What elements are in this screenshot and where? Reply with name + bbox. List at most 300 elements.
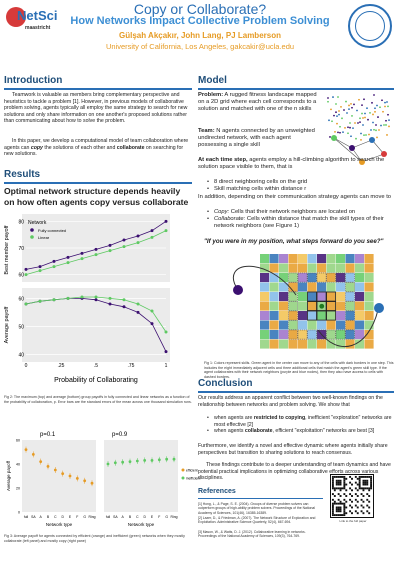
landscape-point xyxy=(387,114,389,116)
model-addition: In addition, depending on their communication strategy agents can move to xyxy=(198,194,392,200)
qr-module xyxy=(366,476,368,478)
grid-cell xyxy=(260,302,269,311)
qr-module xyxy=(332,507,334,509)
qr-module xyxy=(349,493,351,495)
landscape-point xyxy=(351,115,353,117)
grid-cell xyxy=(317,254,326,263)
x-tick-label: B xyxy=(128,515,132,519)
conclusion-heading: Conclusion xyxy=(198,378,253,389)
data-point xyxy=(81,296,84,299)
landscape-point xyxy=(349,122,351,124)
x-tick-label: 1 xyxy=(164,363,168,369)
grid-cell xyxy=(279,321,288,330)
qr-module xyxy=(368,495,370,497)
poster-title: Copy or Collaborate? xyxy=(133,1,267,17)
figure-2-caption: Fig 2: The maximum (top) and average (bottom) group payoffs in fully connected and linear networks as a function of the probability of collaboration, p. Error bars are the standard errors of the mean across one thousand simulation runs. xyxy=(4,395,192,404)
grid-cell xyxy=(355,321,364,330)
seal-inner-ring xyxy=(355,11,385,41)
x-tick-label: B xyxy=(46,515,50,519)
grid-cell xyxy=(327,330,336,339)
qr-module xyxy=(334,476,336,478)
qr-module xyxy=(334,495,336,497)
grid-cell xyxy=(308,311,317,320)
grid-cell xyxy=(279,311,288,320)
strategy-list xyxy=(206,209,394,231)
grid-cell xyxy=(327,283,336,292)
landscape-point xyxy=(345,101,347,103)
grid-cell xyxy=(270,302,279,311)
qr-module xyxy=(363,484,365,486)
x-tick-label: D xyxy=(143,515,146,519)
grid-cell xyxy=(365,264,374,273)
landscape-point xyxy=(354,122,356,124)
landscape-point xyxy=(367,119,369,121)
data-point xyxy=(114,461,117,464)
qr-module xyxy=(332,499,334,501)
y-tick-label: 40 xyxy=(18,352,24,359)
grid-cell xyxy=(355,311,364,320)
grid-cell xyxy=(365,311,374,320)
data-point xyxy=(165,350,168,353)
data-point xyxy=(165,229,168,232)
qr-module xyxy=(336,507,338,509)
qr-module xyxy=(357,495,359,497)
grid-cell xyxy=(336,254,345,263)
x-tick-label: C xyxy=(136,515,139,519)
qr-module xyxy=(345,495,347,497)
strategy-copy-text: Cells that their network neighbors are located on xyxy=(229,209,356,215)
y-tick-label: 40 xyxy=(16,462,20,467)
qr-module xyxy=(355,482,357,484)
qr-module xyxy=(345,507,347,509)
network-edge xyxy=(334,138,352,148)
qr-module xyxy=(357,489,359,491)
qr-module xyxy=(340,476,342,478)
landscape-point xyxy=(376,105,378,107)
qr-module xyxy=(332,493,334,495)
grid-cell xyxy=(327,264,336,273)
qr-module xyxy=(340,489,342,491)
data-point xyxy=(53,260,56,263)
qr-module xyxy=(351,484,353,486)
qr-module xyxy=(338,510,340,512)
qr-module xyxy=(338,476,340,478)
landscape-point xyxy=(386,101,388,103)
qr-module xyxy=(370,478,372,480)
conclusion-item-pre: when agents xyxy=(214,428,245,435)
landscape-point xyxy=(332,96,334,98)
qr-module xyxy=(338,499,340,501)
qr-module xyxy=(332,480,334,482)
grid-cell xyxy=(336,321,345,330)
qr-module xyxy=(349,499,351,501)
data-point xyxy=(39,460,42,463)
network-node xyxy=(349,145,355,151)
data-point xyxy=(47,465,50,468)
landscape-point xyxy=(359,117,361,119)
qr-module xyxy=(370,487,372,489)
landscape-point xyxy=(338,110,340,112)
data-point xyxy=(121,461,124,464)
affiliation: University of California, Los Angeles, gakcakir@ucla.edu xyxy=(105,42,295,51)
conclusion-item-post: , efficient "exploitation" networks are best [3] xyxy=(272,428,375,435)
qr-module xyxy=(355,493,357,495)
data-point xyxy=(151,459,154,462)
step-list xyxy=(206,179,394,193)
x-tick-label: Ring xyxy=(88,515,96,519)
grid-cell xyxy=(298,264,307,273)
qr-module xyxy=(343,507,345,509)
logo-text: NetSci xyxy=(17,8,58,23)
data-point xyxy=(67,256,70,259)
grid-cell xyxy=(355,292,364,301)
landscape-point xyxy=(338,114,340,116)
grid-cell xyxy=(336,292,345,301)
conclusion-item-pre: when agents are xyxy=(214,415,254,421)
grid-cell xyxy=(336,302,345,311)
qr-module xyxy=(366,487,368,489)
grid-cell xyxy=(346,264,355,273)
introduction-paragraph-2 xyxy=(4,138,192,158)
data-point xyxy=(109,244,112,247)
qr-module xyxy=(351,507,353,509)
y-tick-label: 50 xyxy=(18,324,24,331)
qr-module xyxy=(334,489,336,491)
legend-label-full: Fully connected xyxy=(38,228,67,233)
fig3-yticks xyxy=(16,439,20,515)
reference-item: [1] Hong, L., & Page, S. E. (2004). Groups of diverse problem solvers can outperform groups of high-ability problem solvers. Proceedings of the National Academy of Sciences, 101(46), 16385-16389. xyxy=(198,502,316,515)
grid-cell xyxy=(317,273,326,282)
grid-cell xyxy=(289,311,298,320)
grid-cell xyxy=(260,321,269,330)
y-tick-label: 60 xyxy=(18,272,24,279)
data-point xyxy=(69,475,72,478)
data-point xyxy=(123,298,126,301)
conclusion-paragraph-2: Furthermore, we identify a novel and effective dynamic where agents initially share perspectives but transition to sharing solutions to reach consensus. xyxy=(198,443,388,456)
step-label: At each time step, xyxy=(198,157,248,163)
strategy-collab-label: Collaborate: xyxy=(214,216,246,223)
data-point xyxy=(95,248,98,251)
landscape-point xyxy=(362,117,364,119)
qr-module xyxy=(343,480,345,482)
data-point xyxy=(25,448,28,451)
grid-cell xyxy=(289,330,298,339)
landscape-point xyxy=(385,124,387,126)
qr-module xyxy=(336,503,338,505)
results-heading: Results xyxy=(4,169,41,180)
grid-cell xyxy=(260,330,269,339)
qr-module xyxy=(363,501,365,503)
qr-module xyxy=(340,514,342,516)
qr-module xyxy=(340,480,342,482)
qr-module xyxy=(366,499,368,501)
qr-module xyxy=(355,505,357,507)
grid-cell xyxy=(279,254,288,263)
figure-1-grid xyxy=(198,250,394,360)
qr-module xyxy=(363,495,365,497)
qr-module xyxy=(359,486,361,488)
data-point xyxy=(137,241,140,244)
grid-cell xyxy=(346,273,355,282)
x-tick-label: F xyxy=(158,515,161,519)
grid-cell xyxy=(298,330,307,339)
y-tick-label: 60 xyxy=(16,438,20,443)
x-tick-label: F xyxy=(76,515,79,519)
landscape-point xyxy=(357,122,359,124)
grid-cell xyxy=(260,273,269,282)
landscape-point xyxy=(361,104,363,106)
qr-module xyxy=(351,501,353,503)
qr-module xyxy=(361,499,363,501)
qr-module xyxy=(368,487,370,489)
qr-module xyxy=(340,482,342,484)
qr-module xyxy=(336,482,338,484)
grid-cell xyxy=(317,283,326,292)
legend-marker-linear xyxy=(30,235,34,239)
data-point xyxy=(91,482,94,485)
qr-module xyxy=(342,503,344,505)
data-point xyxy=(25,273,28,276)
qr-module xyxy=(336,510,338,512)
x-tick-label: full xyxy=(23,515,29,519)
qr-module xyxy=(343,484,345,486)
grid-cell xyxy=(270,292,279,301)
qr-module xyxy=(359,484,361,486)
landscape-point xyxy=(379,106,381,108)
x-tick-label: E xyxy=(150,515,154,519)
grid-cell xyxy=(260,283,269,292)
qr-module xyxy=(361,510,363,512)
qr-module xyxy=(343,508,345,510)
landscape-point xyxy=(356,110,358,112)
qr-module xyxy=(336,487,338,489)
network-node xyxy=(369,137,375,143)
qr-module xyxy=(351,512,353,514)
data-point xyxy=(165,458,168,461)
qr-module xyxy=(355,487,357,489)
data-point xyxy=(61,472,64,475)
qr-module xyxy=(363,480,365,482)
qr-module xyxy=(345,501,347,503)
data-point xyxy=(129,460,132,463)
landscape-point xyxy=(374,107,376,109)
grid-cell xyxy=(346,321,355,330)
grid-cell xyxy=(308,264,317,273)
landscape-point xyxy=(375,124,377,126)
data-point xyxy=(109,297,112,300)
grid-cell xyxy=(298,302,307,311)
data-point xyxy=(137,311,140,314)
authors: Gülşah Akçakır, John Lang, PJ Lamberson xyxy=(119,31,281,40)
landscape-point xyxy=(363,98,365,100)
qr-code-icon[interactable] xyxy=(330,474,374,518)
qr-module xyxy=(334,514,336,516)
landscape-point xyxy=(351,107,353,109)
data-point xyxy=(123,305,126,308)
qr-module xyxy=(368,512,370,514)
grid-cell xyxy=(317,264,326,273)
qr-module xyxy=(342,476,344,478)
fig3-left-xlabel: Network type xyxy=(45,522,73,527)
qr-module xyxy=(343,486,345,488)
qr-module xyxy=(338,493,340,495)
qr-module xyxy=(361,487,363,489)
network-node xyxy=(331,135,337,141)
x-tick-label: D xyxy=(61,515,64,519)
grid-cell xyxy=(327,292,336,301)
qr-module xyxy=(343,499,345,501)
grid-cell xyxy=(289,321,298,330)
landscape-point xyxy=(336,123,338,125)
data-point xyxy=(151,229,154,232)
qr-module xyxy=(340,508,342,510)
qr-module xyxy=(364,487,366,489)
qr-module xyxy=(349,505,351,507)
grid-cell xyxy=(327,254,336,263)
grid-cell xyxy=(289,292,298,301)
blue-neighbor-node xyxy=(374,303,384,313)
data-point xyxy=(81,252,84,255)
problem-text: A rugged fitness landscape mapped on a 2D grid where each cell corresponds to a solution and matched with one of the n skills xyxy=(198,92,317,113)
grid-cell xyxy=(317,340,326,349)
data-point xyxy=(25,303,28,306)
grid-cell xyxy=(355,330,364,339)
fig3-left-title: p=0.1 xyxy=(40,432,56,438)
grid-cell xyxy=(289,340,298,349)
grid-cell xyxy=(336,283,345,292)
grid-cell xyxy=(346,330,355,339)
landscape-point xyxy=(377,116,379,118)
landscape-point xyxy=(384,106,386,108)
grid-cell xyxy=(355,254,364,263)
data-point xyxy=(67,261,70,264)
data-point xyxy=(137,303,140,306)
grid-cell xyxy=(270,340,279,349)
team-text: N agents connected by an unweighted undirected network, with each agent possessing a single skill xyxy=(198,128,315,149)
qr-module xyxy=(370,482,372,484)
grid-cell xyxy=(308,302,317,311)
landscape-point xyxy=(364,113,366,115)
qr-module xyxy=(332,484,334,486)
qr-module xyxy=(363,489,365,491)
conclusion-item-bold: restricted to copying xyxy=(253,415,306,421)
qr-module xyxy=(359,476,361,478)
grid-cell xyxy=(346,340,355,349)
data-point xyxy=(109,249,112,252)
data-point xyxy=(137,235,140,238)
step-text: agents employ a hill-climbing algorithm to search the solution space visible to them, that is xyxy=(198,157,385,171)
grid-cell xyxy=(279,292,288,301)
landscape-point xyxy=(336,115,338,117)
data-point xyxy=(83,479,86,482)
bottom-xticks xyxy=(25,363,168,369)
qr-module xyxy=(357,501,359,503)
qr-module xyxy=(357,507,359,509)
landscape-point xyxy=(340,106,342,108)
x-tick-label: A xyxy=(121,515,124,519)
intro-p2-pre: In this paper, we develop a computational model of team collaboration where agents can xyxy=(4,138,189,151)
qr-module xyxy=(340,510,342,512)
grid-cell xyxy=(317,311,326,320)
qr-module xyxy=(357,484,359,486)
x-tick-label: E xyxy=(68,515,72,519)
conclusion-item xyxy=(206,415,394,428)
qr-module xyxy=(361,505,363,507)
grid-cell xyxy=(308,283,317,292)
grid-cell xyxy=(346,254,355,263)
grid-cell xyxy=(308,330,317,339)
grid-cell xyxy=(317,292,326,301)
landscape-point xyxy=(384,102,386,104)
qr-module xyxy=(364,482,366,484)
qr-module xyxy=(340,503,342,505)
data-point xyxy=(39,265,42,268)
x-tick-label: 0 xyxy=(24,363,28,369)
qr-module xyxy=(345,489,347,491)
network-edge xyxy=(352,140,372,148)
reference-item: [2] Lazer, D., & Friedman, A. (2007). The Network Structure of Exploration and Exploitation. Administrative Science Quarterly, 52(4), 667-694. xyxy=(198,516,316,525)
data-point xyxy=(173,458,176,461)
landscape-point xyxy=(372,122,374,124)
data-point xyxy=(123,239,126,242)
qr-module xyxy=(363,487,365,489)
qr-module xyxy=(343,503,345,505)
qr-module xyxy=(340,484,342,486)
green-agent xyxy=(319,304,324,309)
fig3-legend-marker-efficient xyxy=(182,469,185,472)
grid-cell xyxy=(327,321,336,330)
grid-cell xyxy=(298,273,307,282)
grid-cell xyxy=(327,311,336,320)
grid-cell xyxy=(260,340,269,349)
data-point xyxy=(107,463,110,466)
qr-module xyxy=(359,480,361,482)
grid-cell xyxy=(298,311,307,320)
grid-cell xyxy=(270,321,279,330)
data-point xyxy=(151,236,154,239)
landscape-point xyxy=(348,105,350,107)
grid-cell xyxy=(270,283,279,292)
landscape-point xyxy=(346,112,348,114)
grid-cell xyxy=(289,264,298,273)
qr-module xyxy=(332,487,334,489)
landscape-point xyxy=(362,124,364,126)
purple-neighbor-node xyxy=(233,285,243,295)
intro-copy-term: copy xyxy=(30,144,43,151)
landscape-point xyxy=(373,94,375,96)
x-tick-label: SA xyxy=(113,515,118,519)
grid-cell xyxy=(346,311,355,320)
grid-cell xyxy=(336,273,345,282)
x-tick-label: .25 xyxy=(57,363,65,369)
data-point xyxy=(54,469,57,472)
qr-module xyxy=(343,514,345,516)
qr-module xyxy=(334,501,336,503)
qr-module xyxy=(359,487,361,489)
grid-cell xyxy=(260,254,269,263)
grid-cell xyxy=(327,302,336,311)
conclusion-item-post: , inefficient "exploration" networks are most effective [2] xyxy=(214,415,392,428)
grid-cell xyxy=(336,330,345,339)
qr-module xyxy=(351,489,353,491)
landscape-point xyxy=(341,117,343,119)
step-item: • 8 direct neighboring cells on the grid xyxy=(206,179,394,186)
qr-module xyxy=(332,476,334,478)
x-tick-label: SA xyxy=(31,515,36,519)
grid-cell xyxy=(355,273,364,282)
landscape-point xyxy=(350,103,352,105)
grid-cell xyxy=(308,292,317,301)
